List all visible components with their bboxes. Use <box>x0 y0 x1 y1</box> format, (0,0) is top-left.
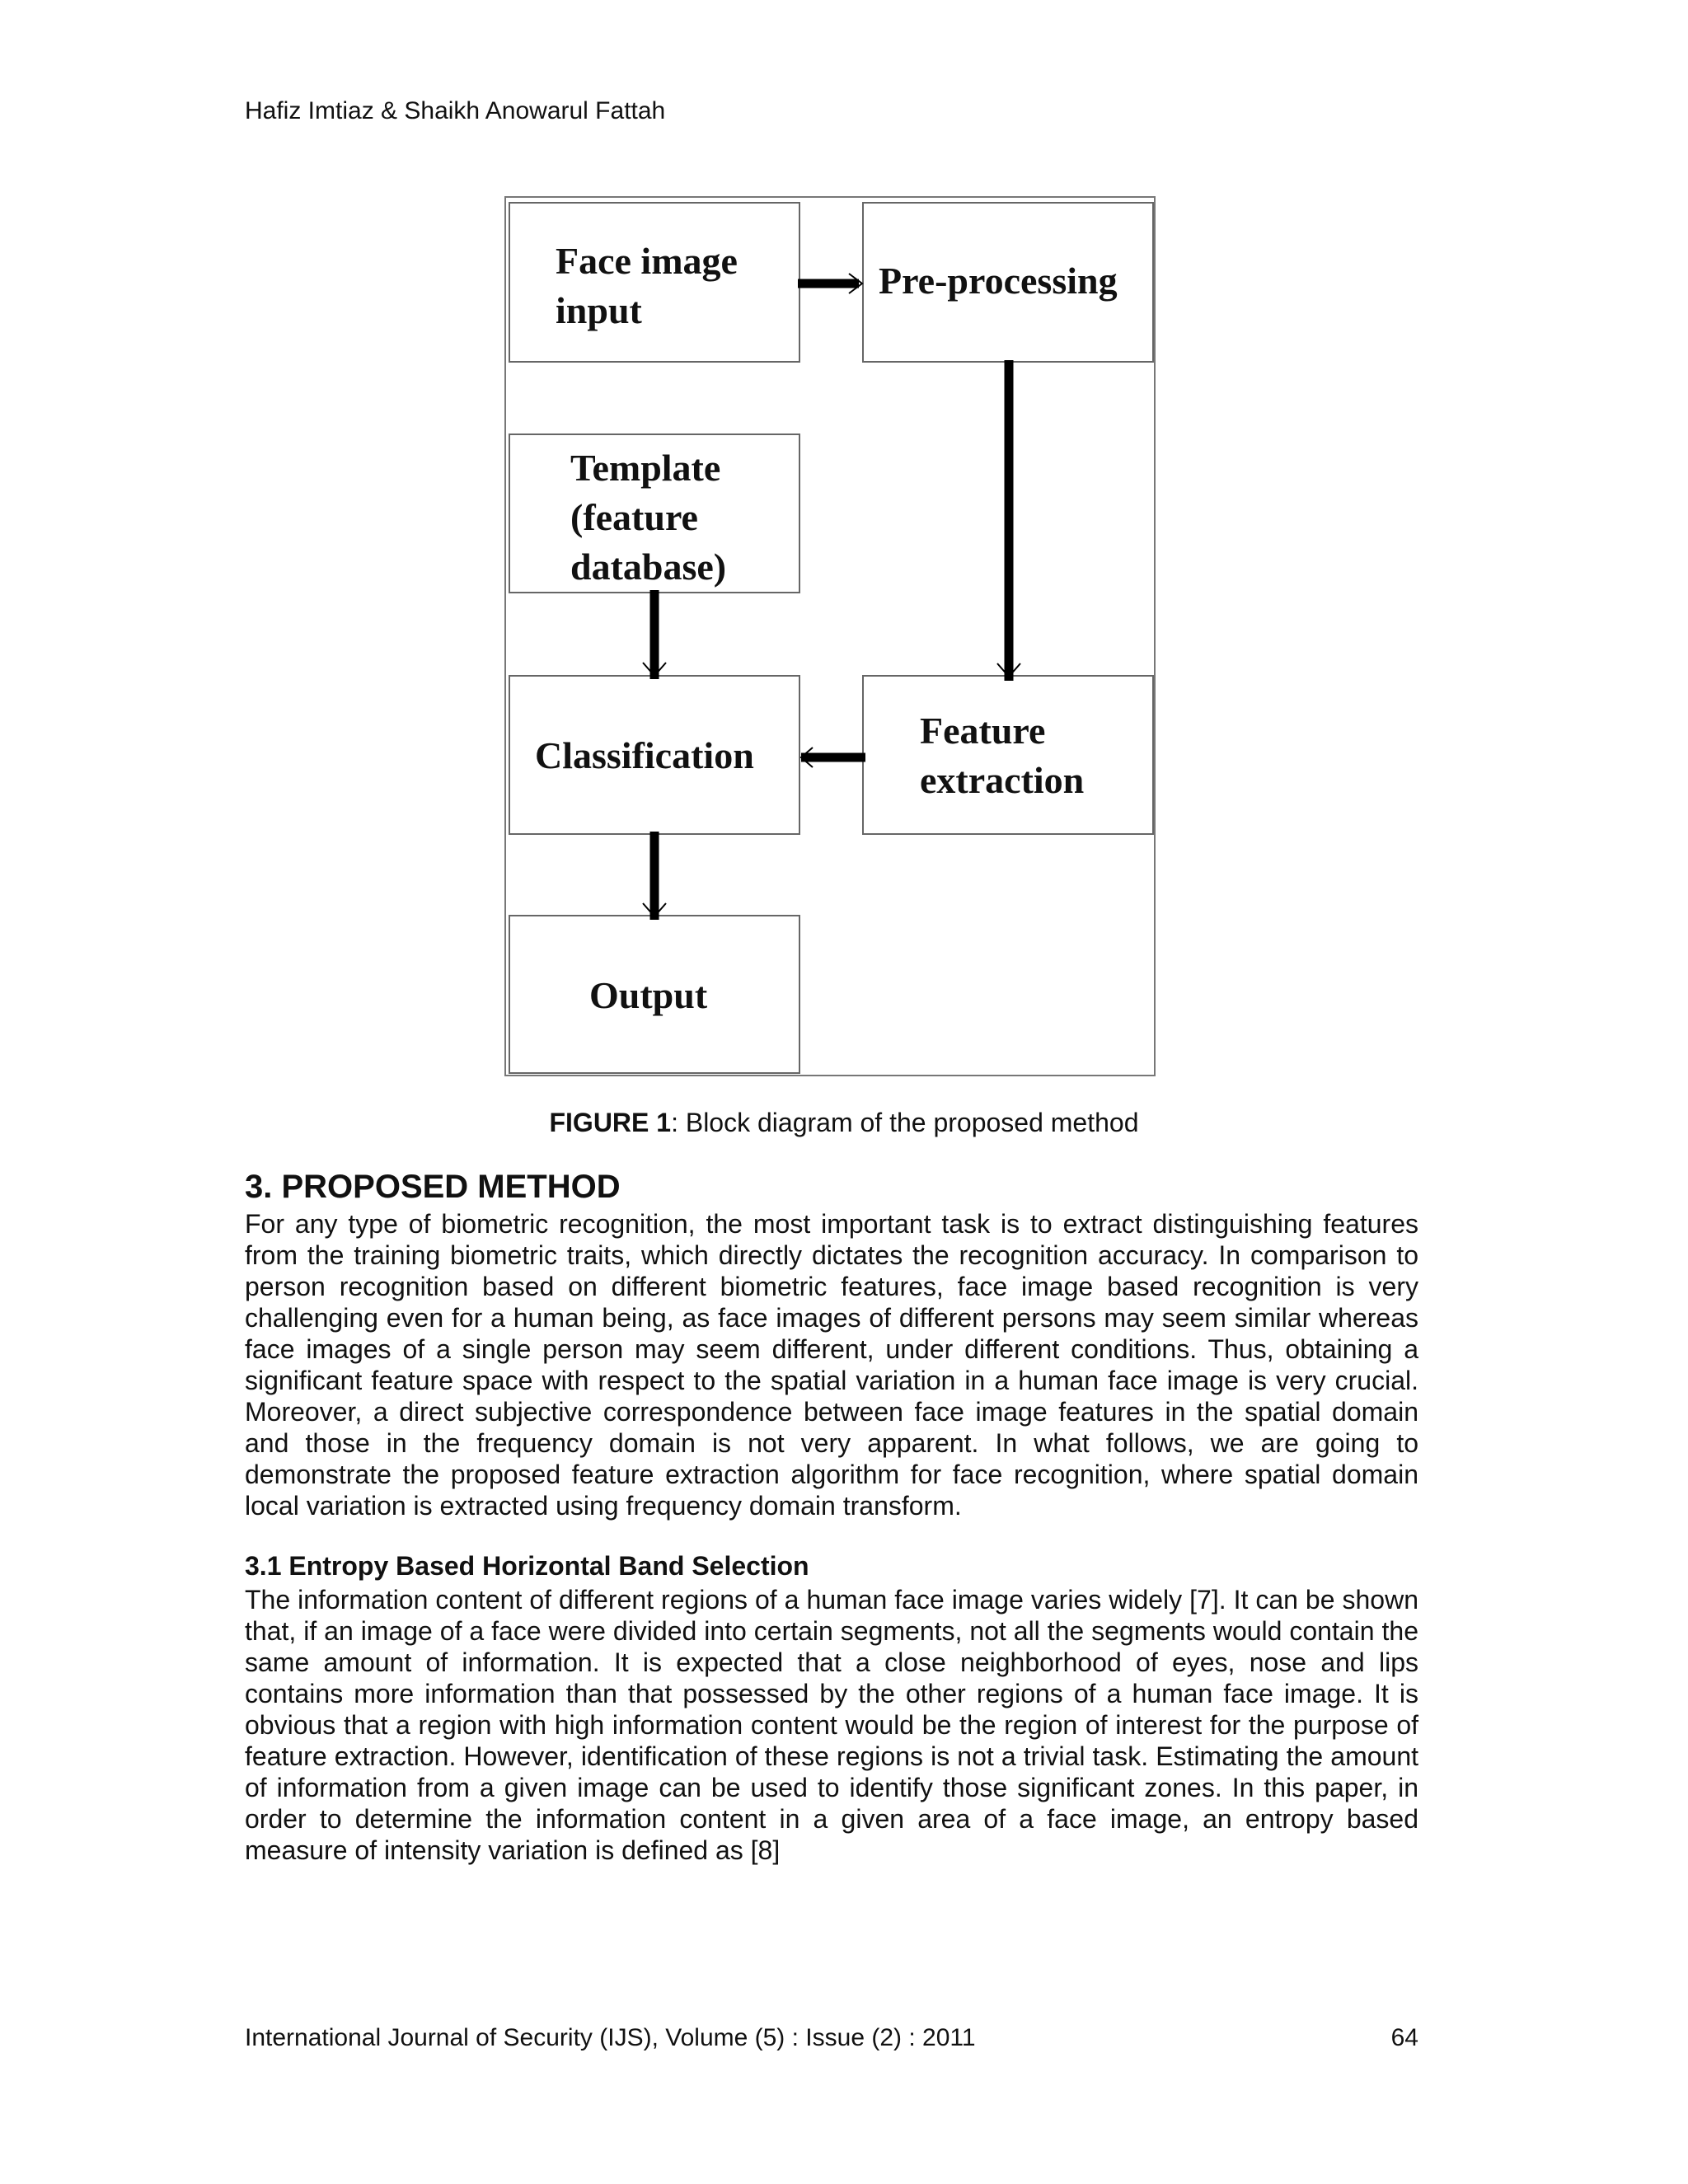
block-label-line: (feature <box>570 496 698 538</box>
block-output <box>509 915 800 1074</box>
block-pre-processing <box>862 202 1154 363</box>
subsection-title: 3.1 Entropy Based Horizontal Band Selection <box>245 1551 809 1581</box>
footer-page-number: 64 <box>1390 2024 1418 2051</box>
section-paragraph: For any type of biometric recognition, the most important task is to extract distinguishing features from the training biometric traits, which directly dictates the recognition accuracy. In comparison to person recognition based on different biometric features, face image based recognition is very challenging even for a human being, as face images of different persons may seem similar whereas face images of a single person may seem different, under different conditions. Thus, obtaining a significant feature space with respect to the spatial variation in a human face image is very crucial. Moreover, a direct subjective correspondence between face image features in the spatial domain and those in the frequency domain is not very apparent. In what follows, we are going to demonstrate the proposed feature extraction algorithm for face recognition, where spatial domain local variation is extracted using frequency domain transform. <box>245 1209 1418 1521</box>
block-feature-extraction <box>862 675 1154 835</box>
block-label-line: Output <box>589 974 708 1016</box>
figure-caption-label: FIGURE 1 <box>549 1108 672 1137</box>
block-label-line: Feature <box>920 710 1046 752</box>
block-label-line: Template <box>570 447 721 489</box>
block-template-database <box>509 434 800 593</box>
block-label-line: input <box>556 289 642 331</box>
running-head-authors: Hafiz Imtiaz & Shaikh Anowarul Fattah <box>245 97 666 124</box>
figure-caption-text: : Block diagram of the proposed method <box>671 1108 1139 1137</box>
block-classification <box>509 675 800 835</box>
block-label-line: extraction <box>920 759 1085 801</box>
figure-caption <box>0 1108 1688 1138</box>
block-label-line: Face image <box>556 240 738 282</box>
subsection-paragraph: The information content of different regions of a human face image varies widely [7]. It can be shown that, if an image of a face were divided into certain segments, not all the segments would contain the same amount of information. It is expected that a close neighborhood of eyes, nose and lips contains more information than that possessed by the other regions of a human face image. It is obvious that a region with high information content would be the region of interest for the purpose of feature extraction. However, identification of these regions is not a trivial task. Estimating the amount of information from a given image can be used to identify those significant zones. In this paper, in order to determine the information content in a given area of a face image, an entropy based measure of intensity variation is defined as [8] <box>245 1585 1418 1865</box>
block-face-image-input <box>509 202 800 363</box>
footer-journal: International Journal of Security (IJS), Volume (5) : Issue (2) : 2011 <box>245 2024 976 2051</box>
block-label-line: Pre-processing <box>879 260 1118 302</box>
section-title: 3. PROPOSED METHOD <box>245 1169 621 1205</box>
block-label-line: database) <box>570 546 727 588</box>
block-label-line: Classification <box>535 734 754 776</box>
